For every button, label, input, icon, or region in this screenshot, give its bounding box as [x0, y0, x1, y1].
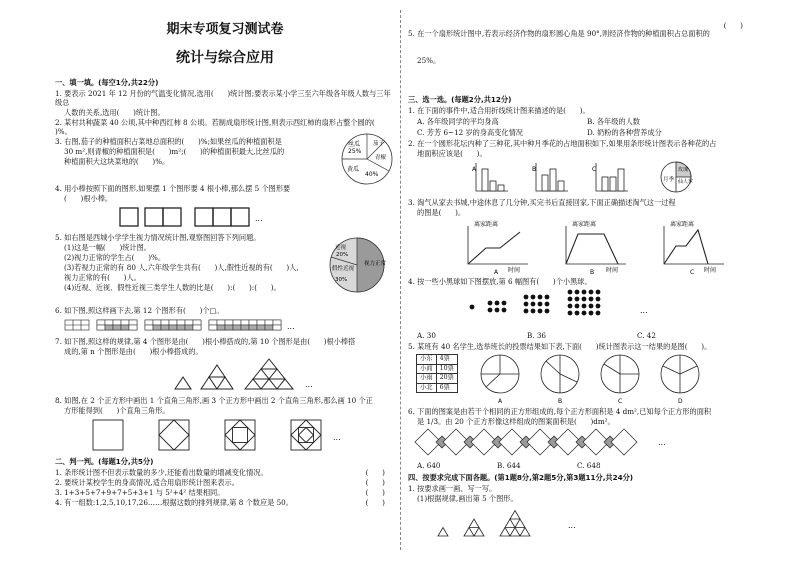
choice-6-options: [417, 461, 753, 470]
dot-pattern-figure: [408, 287, 753, 327]
q2: 2. 某村共种蔬菜 40 公顷,其中种西红柿 8 公顷。若制成扇形统计图,则表示西红柿的扇形占整个圆的( )%。: [55, 117, 389, 136]
choice-4: 4. 按一些小黑球如下图摆放,第 6 幅图有( )个小黑球。: [408, 277, 592, 286]
q7-line2: 成的,第 n 个图形是由( )根小棒搭成的。: [64, 346, 203, 356]
q5-line1: 5. 如右图是西城小学学生视力情况统计图,观察图回答下列问题。: [55, 232, 261, 242]
choice-4-option-c[interactable]: C. 42: [637, 331, 656, 340]
column-divider: [400, 10, 401, 550]
judge-2-text: 2. 要统计某校学生的身高情况,适合用扇形统计图来表示。: [55, 477, 239, 487]
judge-4: [55, 498, 395, 507]
grid-cell: [233, 320, 241, 325]
judge-4-answer[interactable]: ( ): [365, 497, 385, 507]
eyesight-value-myopia: 20%: [336, 251, 349, 258]
vegetable-pie-chart: [339, 131, 395, 187]
q8-ellipsis: ...: [333, 432, 341, 442]
grid-cell: [265, 325, 273, 330]
grid-cell: [161, 320, 169, 325]
grid-cell: [169, 325, 177, 330]
grid-cell: [249, 325, 257, 330]
judge-2-answer[interactable]: ( ): [365, 477, 385, 487]
flower-label-yueji: 月季: [663, 177, 675, 183]
choice-2-line1: 2. 在一个圆形花坛内种了三种花,其中种月季花的占地面积如下,如果用条形统计图表示各种花的占: [408, 139, 717, 148]
chart-a-option[interactable]: A: [494, 269, 499, 274]
vote-name-cell: 小北: [417, 383, 437, 393]
grid-cell: [145, 325, 153, 330]
black-dot: [568, 304, 573, 309]
grid-cell: [257, 320, 265, 325]
small-triangle: [510, 511, 520, 520]
judge-3: [55, 488, 395, 497]
vote-name-cell: 小商: [417, 364, 437, 374]
q1-line2: 人数的关系,选用( )统计图。: [64, 107, 165, 117]
choice-4-option-a[interactable]: A. 30: [417, 331, 436, 340]
eyesight-pie-chart: [327, 235, 387, 295]
black-dot: [524, 302, 529, 307]
vote-name-cell: 小东: [417, 355, 437, 365]
grid-cell: [233, 325, 241, 330]
vote-row: [417, 355, 458, 365]
choice-2-line2: 地面积应该是( )。: [417, 149, 487, 158]
left-column: [55, 10, 395, 508]
eyesight-label-normal: 视力正常: [364, 260, 387, 267]
black-dot: [531, 309, 536, 314]
chart-b-ylabel: 离家距离: [572, 221, 597, 228]
vote-row: [417, 383, 458, 393]
q1-line1: 1. 要表示 2021 年 12 月份的气温变化情况,选用( )统计图;要表示某小学三至六年级各年级人数与三年级总: [55, 88, 391, 107]
chart-c-xlabel: 时间: [704, 267, 717, 274]
small-triangle: [510, 528, 520, 537]
judge-1: [55, 468, 395, 477]
pie-label-qiezi: 茄子: [373, 140, 385, 147]
vote-pie-option-a[interactable]: A: [498, 398, 503, 405]
pie-value-sigua: 25%: [348, 147, 362, 155]
grid-cell: [129, 325, 137, 330]
vote-count-cell: 6票: [436, 383, 457, 393]
grid-cell: [97, 325, 105, 330]
vote-count-cell: 20票: [436, 374, 457, 384]
q7-line1: 7. 如下图,照这样的规律,第 4 个图形是由( )根小棒搭成的,第 10 个图形是由( )根小棒搭: [55, 336, 356, 346]
choice-6-line1: 6. 下面的图案是由若干个相同的正方形组成的,每个正方形面积是 4 dm²,已知每个正方形的面积: [408, 407, 712, 416]
black-dot: [470, 305, 475, 310]
small-triangle: [464, 528, 474, 537]
flower-label-meigui: 玫瑰: [678, 167, 689, 173]
black-dot: [575, 290, 580, 295]
choice-1-option-b[interactable]: B. 各年级的人数: [587, 117, 640, 126]
grid-cell: [209, 320, 217, 325]
vote-pie-option-b[interactable]: B: [558, 398, 563, 405]
section-judge: 二、判一判。(每题1分,共5分): [55, 456, 154, 466]
black-dot: [488, 301, 493, 306]
black-dot: [524, 295, 529, 300]
q5-line3: (2)视力正常的学生占( )%。: [64, 252, 166, 262]
grid-cell: [177, 320, 185, 325]
grid-cell: [193, 325, 201, 330]
grid-cell: [273, 325, 281, 330]
vote-row: [417, 374, 458, 384]
grid-cell: [185, 320, 193, 325]
choice-3-line-charts: [408, 218, 753, 274]
grid-pattern-figure: [63, 316, 313, 334]
choice-6-line2: 是 1/3。由 20 个正方形像这样组成的图案面积是( )dm²。: [417, 417, 615, 426]
grid-cell: [97, 320, 105, 325]
grid-cell: [185, 325, 193, 330]
judge-3-text: 3. 1+3+5+7+9+7+5+3+1 与 5²+4² 结果相同。: [55, 487, 225, 497]
grid-cell: [241, 325, 249, 330]
judge-3-answer[interactable]: ( ): [365, 487, 385, 497]
grid-cell: [121, 325, 129, 330]
judge-2: [55, 478, 395, 487]
triangle-stack-figure: [408, 504, 753, 540]
black-dot: [589, 290, 594, 295]
chart-a-ylabel: 离家距离: [474, 221, 499, 228]
chart-b-option[interactable]: B: [590, 269, 595, 274]
grid-cell: [265, 320, 273, 325]
page-subtitle: 统计与综合应用: [176, 50, 274, 67]
black-dot: [589, 297, 594, 302]
small-triangle: [520, 528, 530, 537]
section-fill: 一、填一填。(每空1分,共22分): [55, 77, 159, 87]
choice-1-option-a[interactable]: A. 各年级同学的平均身高: [417, 117, 499, 126]
judge-5-line2: 25%。: [417, 56, 441, 65]
q5-line6: (4)近视、近视、假性近视三类学生人数的比是( ):( ):( )。: [64, 282, 281, 292]
black-dot: [582, 311, 587, 316]
grid-cell: [177, 325, 185, 330]
judge-5-answer[interactable]: ( ): [723, 21, 743, 30]
black-dot: [596, 311, 601, 316]
q7-ellipsis: ...: [305, 379, 313, 389]
grid-cell: [225, 325, 233, 330]
choice-6-option-a[interactable]: A. 640: [417, 461, 441, 470]
matchstick-squares-figure: [115, 204, 315, 230]
black-dot: [589, 311, 594, 316]
chart-c-option[interactable]: C: [690, 269, 695, 274]
vote-pie-option-c[interactable]: C: [618, 398, 623, 405]
choice-1: 1. 在下面的事件中,适合用折线统计图来描述的是( )。: [408, 106, 590, 115]
judge-5: [408, 11, 753, 92]
choice-5: 5. 某班有 40 名学生,选举班长的投票结果如下表,下面( )统计图表示这一结果的是图( )。: [408, 342, 712, 351]
black-dot: [575, 297, 580, 302]
black-dot: [545, 295, 550, 300]
black-dot: [538, 309, 543, 314]
black-dot: [596, 297, 601, 302]
choice-2-bar-options: [408, 159, 753, 195]
choice-1-option-d[interactable]: D. 奶粉的各种营养成分: [587, 128, 662, 137]
judge-5-line1: 5. 在一个扇形统计图中,若表示经济作物的扇形圆心角是 90°,则经济作物的种植面积占总面积的: [408, 29, 710, 38]
grid-cell: [273, 320, 281, 325]
judge-4-text: 4. 有一组数:1,2,5,10,17,26……根据这数的排列规律,第 8 个数应是 50。: [55, 497, 293, 507]
page-title: 期末专项复习测试卷: [166, 22, 284, 37]
choice-4-options: [417, 331, 753, 340]
grid-cell: [193, 320, 201, 325]
q8-line1: 8. 如图,在 2 个正方形中画出 1 个直角三角形,画 3 个正方形中画出 2 个直角三角形,那么画 10 个正: [55, 395, 373, 405]
tristack-ellipsis: ...: [568, 521, 576, 530]
grid-cell: [105, 325, 113, 330]
grid-cell: [217, 325, 225, 330]
q5-line2: (1)这是一幅( )统计图。: [64, 242, 151, 252]
small-triangle: [505, 519, 515, 528]
grid-cell: [153, 325, 161, 330]
grid-cell: [113, 325, 121, 330]
black-dot: [568, 311, 573, 316]
black-dot: [531, 302, 536, 307]
choice-3-line2: 的图是( )。: [417, 208, 466, 217]
black-dot: [582, 297, 587, 302]
black-dot: [582, 290, 587, 295]
chart-b-xlabel: 时间: [606, 267, 619, 274]
q5-line5: 视力正常的有( )人。: [64, 272, 141, 282]
grid-cell: [161, 325, 169, 330]
eyesight-value-pseudo: 30%: [335, 276, 348, 283]
eyesight-label-myopia: 近视: [335, 244, 347, 251]
triangle-pattern-figure: [165, 357, 365, 393]
grid-cell: [249, 320, 257, 325]
pie-label-qingjiao: 青椒: [375, 154, 387, 161]
black-dot: [545, 309, 550, 314]
black-dot: [582, 304, 587, 309]
black-dot: [502, 308, 507, 313]
diamond-chain-figure: [408, 427, 753, 457]
right-column: [408, 10, 753, 542]
vote-pie-option-d[interactable]: D: [678, 398, 683, 405]
bar-option-b[interactable]: B: [532, 166, 537, 173]
diamond-ellipsis: ...: [658, 438, 666, 447]
black-dot: [502, 301, 507, 306]
diamond-square: [611, 429, 637, 455]
grid-cell: [225, 320, 233, 325]
pie-label-huanggua: 黄瓜: [347, 165, 360, 173]
q8-line2: 方形能得到( )个直角三角形。: [64, 405, 170, 415]
black-dot: [495, 301, 500, 306]
grid-cell: [257, 325, 265, 330]
q3-block: [55, 137, 395, 183]
choice-3-line1: 3. 淘气从家去书城,中途休息了几分钟,买完书后直接回家,下面正确描述淘气这一过程: [408, 198, 676, 207]
task-1-part-1: (1)根据规律,画出第 5 个图形。: [417, 494, 518, 503]
small-triangle: [474, 528, 484, 537]
grid-cell: [153, 320, 161, 325]
choice-1-option-c[interactable]: C. 芳芳 6~12 岁的身高变化情况: [417, 128, 523, 137]
judge-1-text: 1. 条形统计图不但表示数量的多少,还能看出数量的增减变化情况。: [55, 467, 268, 477]
judge-1-answer[interactable]: ( ): [365, 467, 385, 477]
black-dot: [589, 304, 594, 309]
black-dot: [568, 290, 573, 295]
section-choose: 三、选一选。(每题2分,共12分): [408, 95, 512, 104]
black-dot: [568, 297, 573, 302]
black-dot: [575, 304, 580, 309]
choice-1-options-row1: [417, 117, 753, 126]
small-triangle: [438, 528, 448, 537]
vote-pie-options: [478, 352, 748, 406]
q4-line2: ( )根小棒。: [64, 193, 113, 203]
grid-cell: [113, 320, 121, 325]
q6-ellipsis: ...: [287, 321, 295, 331]
choice-5-block: [408, 352, 753, 406]
section-tasks: 四、按要求完成下面各题。(第1题8分,第2题5分,第3题11分,共24分): [408, 473, 634, 482]
q3-line3: 种植面积大这块菜地的( )%。: [64, 156, 170, 166]
q5-line4: (3)若视力正常的有 80 人,六年级学生共有( )人,假性近视的有( )人,: [64, 262, 299, 272]
grid-cell: [145, 320, 153, 325]
grid-cell: [129, 320, 137, 325]
choice-1-options-row2: [417, 128, 753, 137]
vote-count-cell: 4票: [436, 355, 457, 365]
black-dot: [545, 302, 550, 307]
vote-count-cell: 10票: [436, 364, 457, 374]
vote-name-cell: 小雨: [417, 374, 437, 384]
bar-option-a[interactable]: A: [472, 166, 477, 173]
choice-6-option-b[interactable]: B. 644: [497, 461, 521, 470]
chart-a-xlabel: 时间: [508, 267, 521, 274]
choice-6-option-c[interactable]: C. 648: [577, 461, 601, 470]
black-dot: [596, 290, 601, 295]
small-triangle: [515, 519, 525, 528]
flower-label-xianrenzhang: 仙人掌: [678, 179, 694, 185]
black-dot: [488, 308, 493, 313]
grid-cell: [169, 320, 177, 325]
vote-table: [416, 354, 458, 393]
pie-value-huanggua: 40%: [365, 170, 379, 178]
q3-line2: 30 m²,则青椒的种植面积是( )m²;( )的种植面积最大,比丝瓜的: [64, 146, 285, 156]
grid-cell: [217, 320, 225, 325]
choice-4-option-b[interactable]: B. 36: [527, 331, 546, 340]
black-dot: [538, 302, 543, 307]
black-dot: [538, 295, 543, 300]
vote-row: [417, 364, 458, 374]
small-triangle: [469, 519, 479, 528]
pie-label-sigua: 丝瓜: [348, 140, 361, 148]
grid-cell: [121, 320, 129, 325]
q3-line1: 3. 右图,茄子的种植面积占菜地总面积的( )%;如果丝瓜的种植面积是: [55, 136, 282, 146]
q6: 6. 如下图,照这样画下去,第 12 个图形有( )个□。: [55, 305, 224, 315]
small-triangle: [500, 528, 510, 537]
grid-cell: [105, 320, 113, 325]
q5-block: [55, 233, 395, 305]
bar-option-c[interactable]: C: [592, 166, 597, 173]
nested-squares-figure: [85, 416, 375, 452]
black-dot: [524, 309, 529, 314]
black-dot: [575, 311, 580, 316]
grid-cell: [241, 320, 249, 325]
dots-ellipsis: ...: [640, 306, 648, 315]
eyesight-label-pseudo: 假性近视: [332, 265, 355, 272]
chart-c-ylabel: 离家距离: [670, 221, 695, 228]
task-1: 1. 按要求画一画、写一写。: [408, 484, 497, 493]
q4-line1: 4. 用小棒按照下面的图形,如果摆 1 个图形要 4 根小棒,那么摆 5 个图形要: [55, 183, 291, 193]
q4-ellipsis: ...: [255, 213, 263, 223]
black-dot: [531, 295, 536, 300]
grid-cell: [209, 325, 217, 330]
black-dot: [596, 304, 601, 309]
black-dot: [495, 308, 500, 313]
